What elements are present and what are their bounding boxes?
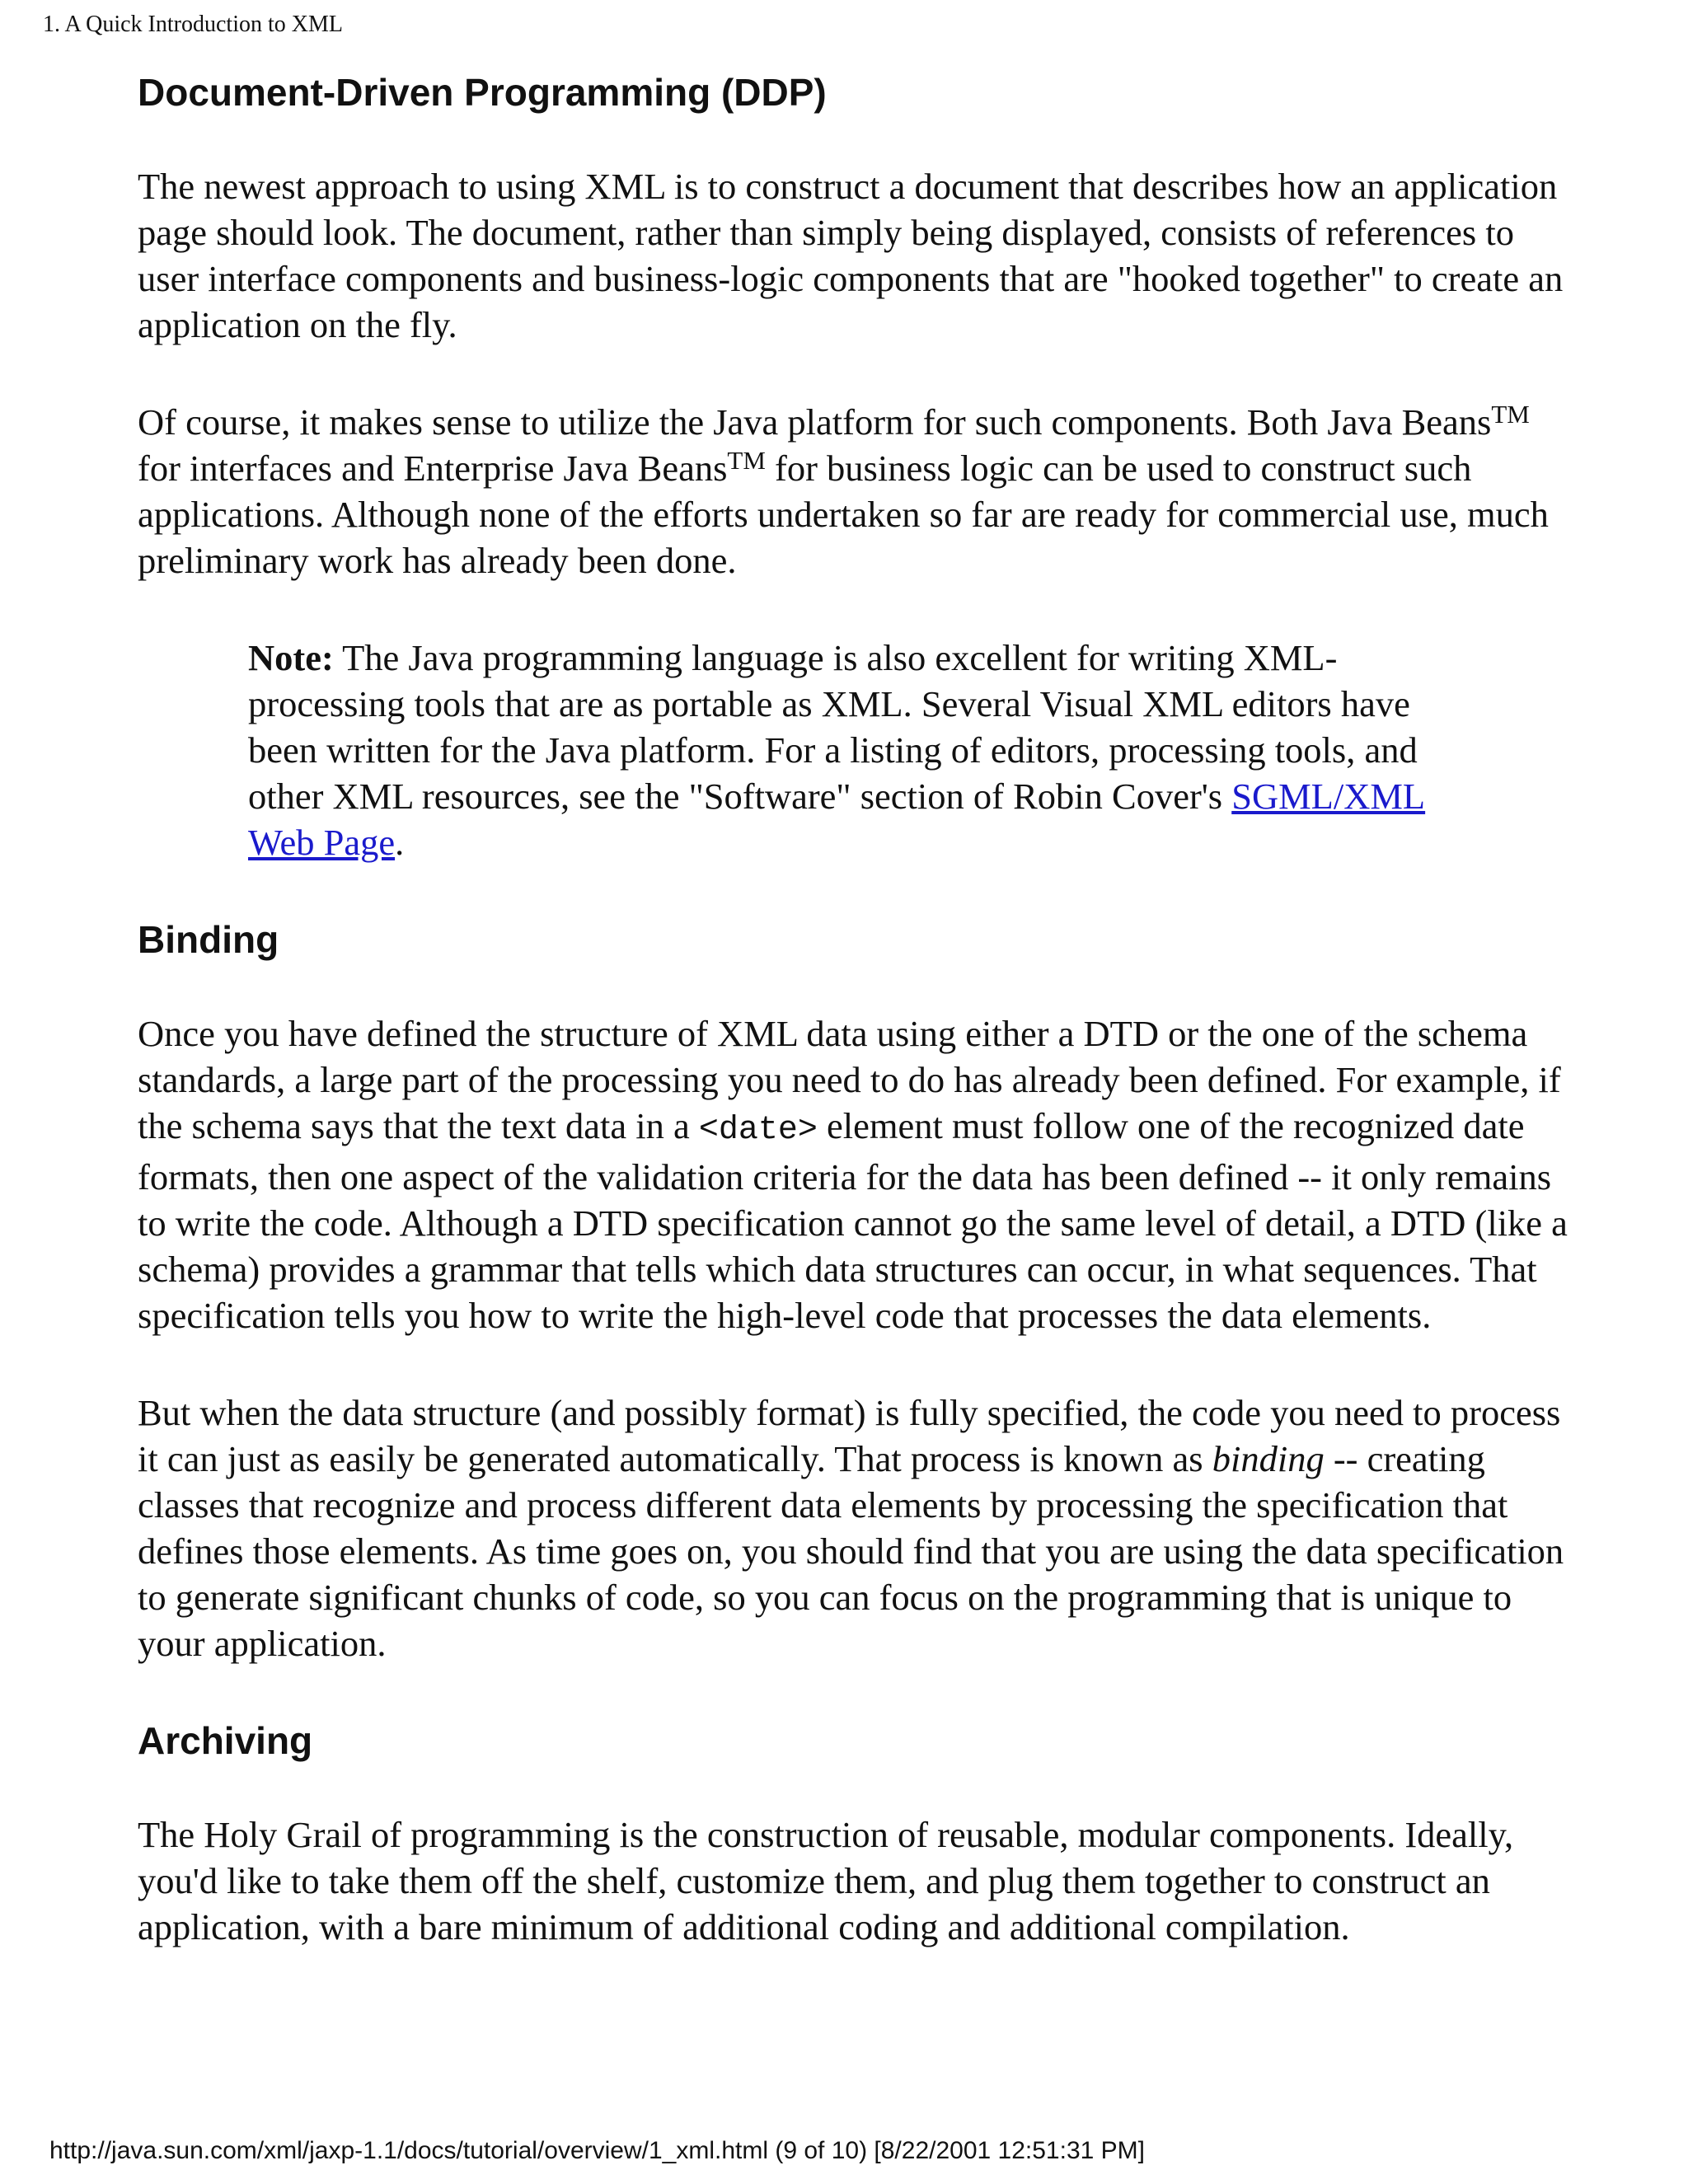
- binding-p1-text-a: Once you have defined the structure of XML data using either a DTD or the one of the schema standards, a large part of the processing you need to do has already been defined. For example, if the schema says that the text data in a: [138, 1013, 1561, 1146]
- binding-paragraph-1: [138, 1010, 1572, 1338]
- ddp-p2-text-b: for interfaces and Enterprise Java Beans: [138, 448, 728, 489]
- ddp-p2-text-c: for business logic can be used to construct such applications. Although none of the efforts undertaken so far are ready for commercial use, much preliminary work has already been done.: [138, 448, 1549, 581]
- section-heading-ddp: Document-Driven Programming (DDP): [138, 71, 827, 114]
- trademark-mark: TM: [1491, 400, 1530, 429]
- page-footer-url: http://java.sun.com/xml/jaxp-1.1/docs/tutorial/overview/1_xml.html (9 of 10) [8/22/2001 12:51:31 PM]: [49, 2137, 1145, 2164]
- ddp-paragraph-1: The newest approach to using XML is to construct a document that describes how an application page should look. The document, rather than simply being displayed, consists of references to user interface components and business-logic components that are "hooked together" to create an application on the fly.: [138, 166, 1564, 345]
- note-end: .: [395, 822, 405, 863]
- date-element-code: <date>: [698, 1112, 818, 1149]
- archiving-paragraph-1: The Holy Grail of programming is the construction of reusable, modular components. Ideally, you'd like to take them off the shelf, customize them, and plug them together to construct an application, with a bare minimum of additional coding and additional compilation.: [138, 1814, 1514, 1947]
- trademark-mark: TM: [727, 446, 766, 475]
- ddp-p2-text-a: Of course, it makes sense to utilize the Java platform for such components. Both Java Beans: [138, 401, 1492, 443]
- running-header: 1. A Quick Introduction to XML: [43, 12, 343, 37]
- section-heading-binding: Binding: [138, 918, 279, 961]
- binding-term: binding: [1212, 1438, 1325, 1479]
- binding-p2-text-a: But when the data structure (and possibly format) is fully specified, the code you need to process it can just as easily be generated automatically. That process is known as: [138, 1392, 1561, 1479]
- document-body: [138, 69, 1572, 2001]
- note-label: Note:: [248, 637, 334, 678]
- note-text: The Java programming language is also excellent for writing XML-processing tools that are as portable as XML. Several Visual XML editors have been written for the Java platform. For a listing of editors, processing tools, and other XML resources, see the "Software" section of Robin Cover's: [248, 637, 1418, 817]
- section-heading-archiving: Archiving: [138, 1719, 313, 1762]
- note-block: [248, 635, 1473, 865]
- binding-p2-text-b: -- creating classes that recognize and process different data elements by processing the specification that defines those elements. As time goes on, you should find that you are using the data specification to generate significant chunks of code, so you can focus on the programming that is unique to your application.: [138, 1438, 1564, 1664]
- ddp-paragraph-2: [138, 399, 1572, 583]
- binding-p1-text-b: element must follow one of the recognized date formats, then one aspect of the validation criteria for the data has been defined -- it only remains to write the code. Although a DTD specification cannot go the same level of detail, a DTD (like a schema) provides a grammar that tells which data structures can occur, in what sequences. That specification tells you how to write the high-level code that processes the data elements.: [138, 1105, 1568, 1336]
- binding-paragraph-2: [138, 1390, 1572, 1666]
- sgml-xml-web-page-link[interactable]: SGML/XML Web Page: [248, 776, 1426, 863]
